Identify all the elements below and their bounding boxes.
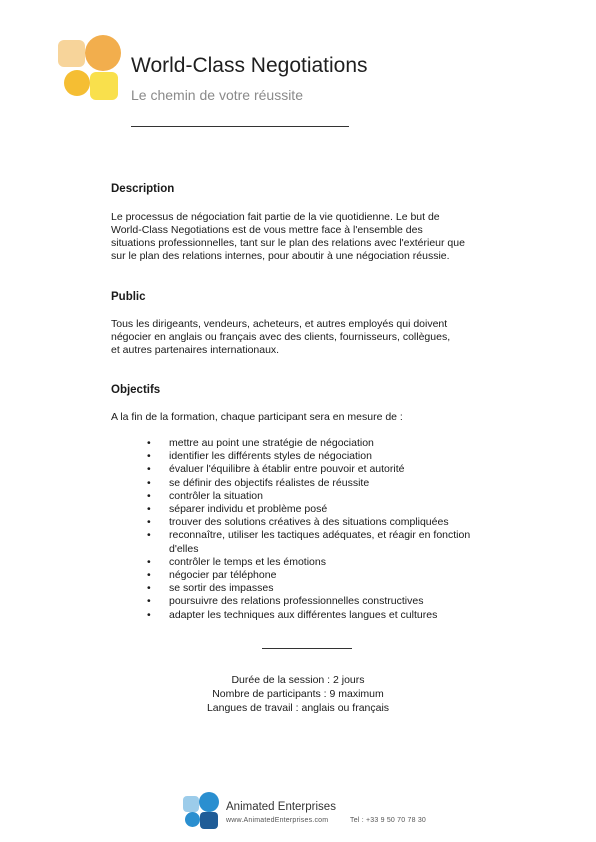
bullet-icon: • xyxy=(147,529,151,542)
document-title: World-Class Negotiations xyxy=(131,54,368,77)
bullet-icon: • xyxy=(147,503,151,516)
objectif-item xyxy=(147,477,492,490)
public-line: négocier en anglais ou français avec des clients, fournisseurs, collègues, xyxy=(111,331,451,343)
description-paragraph xyxy=(111,211,511,263)
footer-logo xyxy=(183,792,221,830)
objectif-text: se sortir des impasses xyxy=(169,582,274,595)
logo-square-yellow xyxy=(64,70,90,96)
objectif-text: se définir des objectifs réalistes de réussite xyxy=(169,476,370,489)
objectifs-intro: A la fin de la formation, chaque participant sera en mesure de : xyxy=(111,411,403,423)
objectif-text: séparer individu et problème posé xyxy=(169,503,328,516)
footer-phone: Tel : +33 9 50 70 78 30 xyxy=(350,817,427,824)
objectif-item xyxy=(147,609,492,622)
brand-logo xyxy=(55,33,127,105)
objectif-item xyxy=(147,595,492,608)
objectif-item xyxy=(147,463,492,476)
bullet-icon: • xyxy=(147,555,151,568)
footer-logo-dark xyxy=(200,812,218,829)
objectif-text: contrôler le temps et les émotions xyxy=(169,555,326,568)
footer-logo-blue2 xyxy=(185,812,200,827)
description-line: Le processus de négociation fait partie de la vie quotidienne. Le but de xyxy=(111,211,440,223)
objectif-text: trouver des solutions créatives à des situations compliquées xyxy=(169,516,449,529)
bullet-icon: • xyxy=(147,595,151,608)
bullet-icon: • xyxy=(147,569,151,582)
objectifs-heading: Objectifs xyxy=(111,384,161,396)
objectif-item xyxy=(147,569,492,582)
bullet-icon: • xyxy=(147,437,151,449)
public-line: et autres partenaires internationaux. xyxy=(111,344,280,356)
logo-square-light xyxy=(58,40,85,67)
logo-square-yellow2 xyxy=(90,72,118,100)
logo-square-orange xyxy=(85,35,121,71)
objectif-text: poursuivre des relations professionnelles constructives xyxy=(169,595,424,608)
session-duration: Durée de la session : 2 jours xyxy=(231,674,365,686)
objectif-text: évaluer l'équilibre à établir entre pouvoir et autorité xyxy=(169,463,405,476)
header-divider xyxy=(131,126,349,127)
document-subtitle: Le chemin de votre réussite xyxy=(131,87,303,103)
objectif-item xyxy=(147,437,492,450)
public-heading: Public xyxy=(111,291,146,303)
objectif-item xyxy=(147,529,492,555)
objectifs-list xyxy=(147,437,492,622)
footer-website: www.AnimatedEnterprises.com xyxy=(226,817,329,824)
bullet-icon: • xyxy=(147,608,151,621)
description-heading: Description xyxy=(111,183,175,195)
bullet-icon: • xyxy=(147,582,151,595)
bullet-icon: • xyxy=(147,463,151,476)
objectif-text: négocier par téléphone xyxy=(169,569,277,582)
objectif-text: reconnaître, utiliser les tactiques adéquates, et réagir en fonction d'elles xyxy=(169,529,471,555)
description-line: situations professionnelles, tant sur le plan des relations avec l'extérieur que xyxy=(111,237,465,249)
objectif-text: mettre au point une stratégie de négociation xyxy=(169,437,374,449)
objectif-item xyxy=(147,490,492,503)
session-languages: Langues de travail : anglais ou français xyxy=(206,702,390,714)
bullet-icon: • xyxy=(147,516,151,529)
objectif-item xyxy=(147,556,492,569)
session-participants: Nombre de participants : 9 maximum xyxy=(212,688,384,700)
footer-logo-light xyxy=(183,796,199,812)
objectif-item xyxy=(147,503,492,516)
footer-logo-blue xyxy=(199,792,219,812)
objectifs-list-container xyxy=(147,437,492,622)
bullet-icon: • xyxy=(147,476,151,489)
objectif-text: adapter les techniques aux différentes langues et cultures xyxy=(169,608,438,621)
description-line: World-Class Negotiations est de vous mettre face à l'ensemble des xyxy=(111,224,423,236)
public-line: Tous les dirigeants, vendeurs, acheteurs, et autres employés qui doivent xyxy=(111,318,448,330)
objectif-item xyxy=(147,516,492,529)
objectif-text: contrôler la situation xyxy=(169,489,263,502)
objectif-text: identifier les différents styles de négociation xyxy=(169,450,372,463)
objectif-item xyxy=(147,450,492,463)
footer-company-name: Animated Enterprises xyxy=(226,801,336,813)
session-divider xyxy=(262,648,352,649)
bullet-icon: • xyxy=(147,450,151,463)
public-paragraph xyxy=(111,318,511,357)
description-line: sur le plan des relations internes, pour aboutir à une négociation réussie. xyxy=(111,250,450,262)
objectif-item xyxy=(147,582,492,595)
bullet-icon: • xyxy=(147,489,151,502)
